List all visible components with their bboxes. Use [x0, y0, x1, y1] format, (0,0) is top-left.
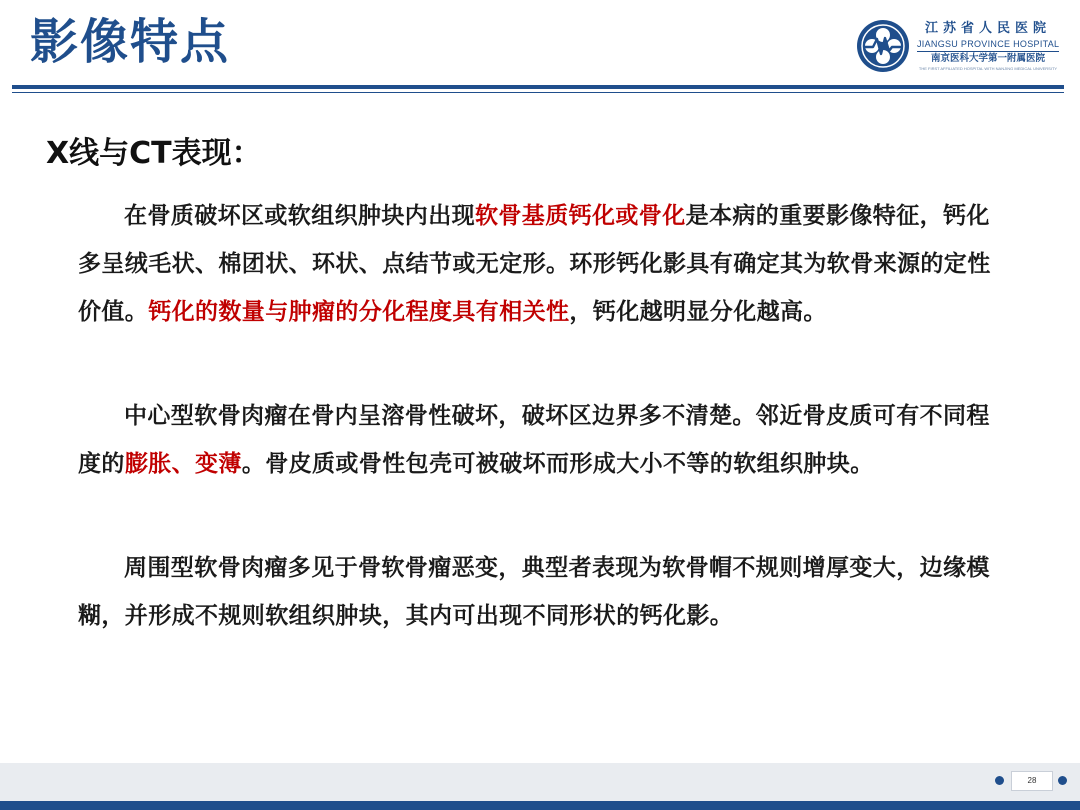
footer-divider: [0, 801, 1080, 810]
header-divider-thin: [12, 92, 1064, 93]
paragraph-text: 是本病的重要影像特征，钙化多呈绒毛状、棉团状、环状、点结节或无定形。环形钙化影具有确定其为软骨来源的定性价值。: [78, 203, 991, 325]
paragraph-text: 中心型软骨肉瘤在骨内呈溶骨性破坏，破坏区边界多不清楚。邻近骨皮质可有不同程度的: [78, 403, 990, 477]
hospital-logo: [855, 18, 1065, 76]
paragraph-text: 周围型软骨肉瘤多见于骨软骨瘤恶变，典型者表现为软骨帽不规则增厚变大，边缘模糊，并形成不规则软组织肿块，其内可出现不同形状的钙化影。: [78, 555, 990, 629]
highlight-text: 软骨基质钙化或骨化: [475, 203, 686, 229]
paragraph-text: 在骨质破坏区或软组织肿块内出现: [124, 203, 475, 229]
logo-name-cn: 江苏省人民医院: [924, 21, 1051, 36]
paragraph-text: 。骨皮质或骨性包壳可被破坏而形成大小不等的软组织肿块。: [241, 451, 874, 477]
hospital-emblem-icon: [855, 18, 911, 74]
page-number: 28: [1011, 771, 1053, 791]
prev-dot-icon: [995, 776, 1004, 785]
logo-name-en: JIANGSU PROVINCE HOSPITAL: [917, 39, 1060, 49]
slide-title: 影像特点: [30, 14, 231, 70]
logo-divider: [917, 51, 1059, 52]
header-divider: [12, 85, 1064, 89]
logo-sub-cn: 南京医科大学第一附属医院: [930, 53, 1045, 64]
next-dot-icon: [1058, 776, 1067, 785]
highlight-text: 钙化的数量与肿瘤的分化程度具有相关性: [148, 299, 570, 325]
footer-band: [0, 763, 1080, 801]
paragraph-text: ，钙化越明显分化越高。: [569, 299, 827, 325]
paragraph-central-type: [78, 392, 1003, 488]
paragraph-calcification: [78, 192, 1003, 336]
paragraph-peripheral-type: [78, 544, 1003, 640]
section-subheading: X线与CT表现：: [46, 136, 262, 171]
highlight-text: 膨胀、变薄: [124, 451, 242, 477]
logo-sub-en: THE FIRST AFFILIATED HOSPITAL WITH NANJING MEDICAL UNIVERSITY: [918, 66, 1058, 71]
